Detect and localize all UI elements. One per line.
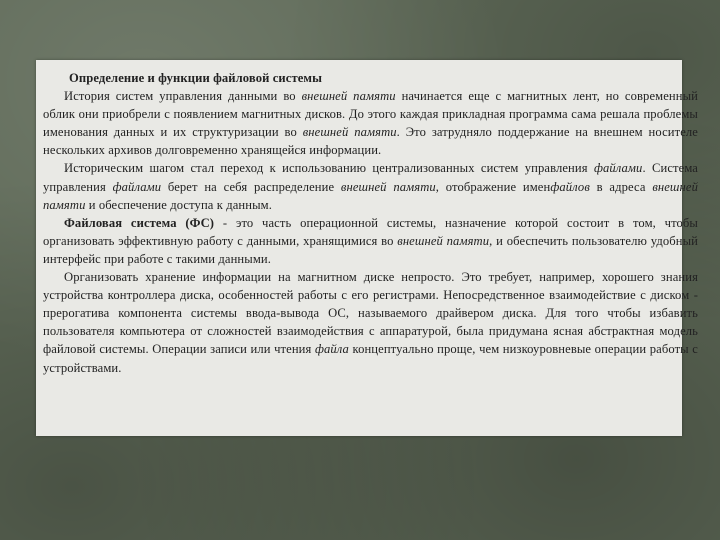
italic-term: файлами [112,179,162,194]
italic-term: файлов [550,179,590,194]
text-run: и обеспечение доступа к данным. [85,197,272,212]
text-run: . Система управления [43,161,699,194]
text-run: берет на себя распределение [161,179,341,194]
italic-term: внешней памяти [340,179,436,194]
italic-term: внешней памяти [43,179,698,212]
text-run: в адреса [589,179,653,194]
text-run: Организовать хранение информации на магнитном диске непросто. Это требует, например, хорошего знания устройства контроллера диска, особенностей работы с его регистрами. Непосредственное взаимодействие с диском - прерогатива компонента системы ввода-вывода ОС, называемого драйвером диска. Для того чтобы избавить пользователя компьютера от сложностей взаимодействия с аппаратурой, была придумана ясная абстрактная модель файловой системы. Операции записи или чтения [43,270,698,357]
text-run: начинается еще с магнитных лент, но современный облик они приобрели с появлением магнитных дисков. До этого каждая прикладная программа сама решала проблемы именования данных и их структуризации во [43,89,698,140]
text-run: История систем управления данными во [64,89,302,104]
italic-term: внешней памяти [301,89,396,104]
italic-term: внешней памяти [302,125,397,140]
text-run: Историческим шагом стал переход к использованию централизованных систем управления [64,161,594,176]
italic-term: файлами [593,161,643,176]
paragraph-4 [43,268,698,377]
document-title: Определение и функции файловой системы [69,71,323,85]
text-run: - это часть операционной системы, назначение которой состоит в том, чтобы организовать эффективную работу с данными, хранящимися во [43,215,698,248]
paragraph-1 [43,87,698,159]
text-run: , и обеспечить пользователю удобный интерфейс при работе с такими данными. [43,233,698,266]
paragraph-3 [43,214,698,268]
text-run: концептуально проще, чем низкоуровневые операции работы с устройствами. [43,342,698,375]
bold-term: Файловая система (ФС) [64,215,215,230]
paragraph-2 [43,159,698,213]
italic-term: файла [314,342,349,357]
document-body [43,87,698,377]
text-run: , отображение имен [435,179,551,194]
italic-term: внешней памяти [397,233,490,248]
text-run: . Это затрудняло поддержание на внешнем носителе нескольких архивов долговременно хранящейся информации. [43,125,698,158]
document-text [43,69,698,377]
